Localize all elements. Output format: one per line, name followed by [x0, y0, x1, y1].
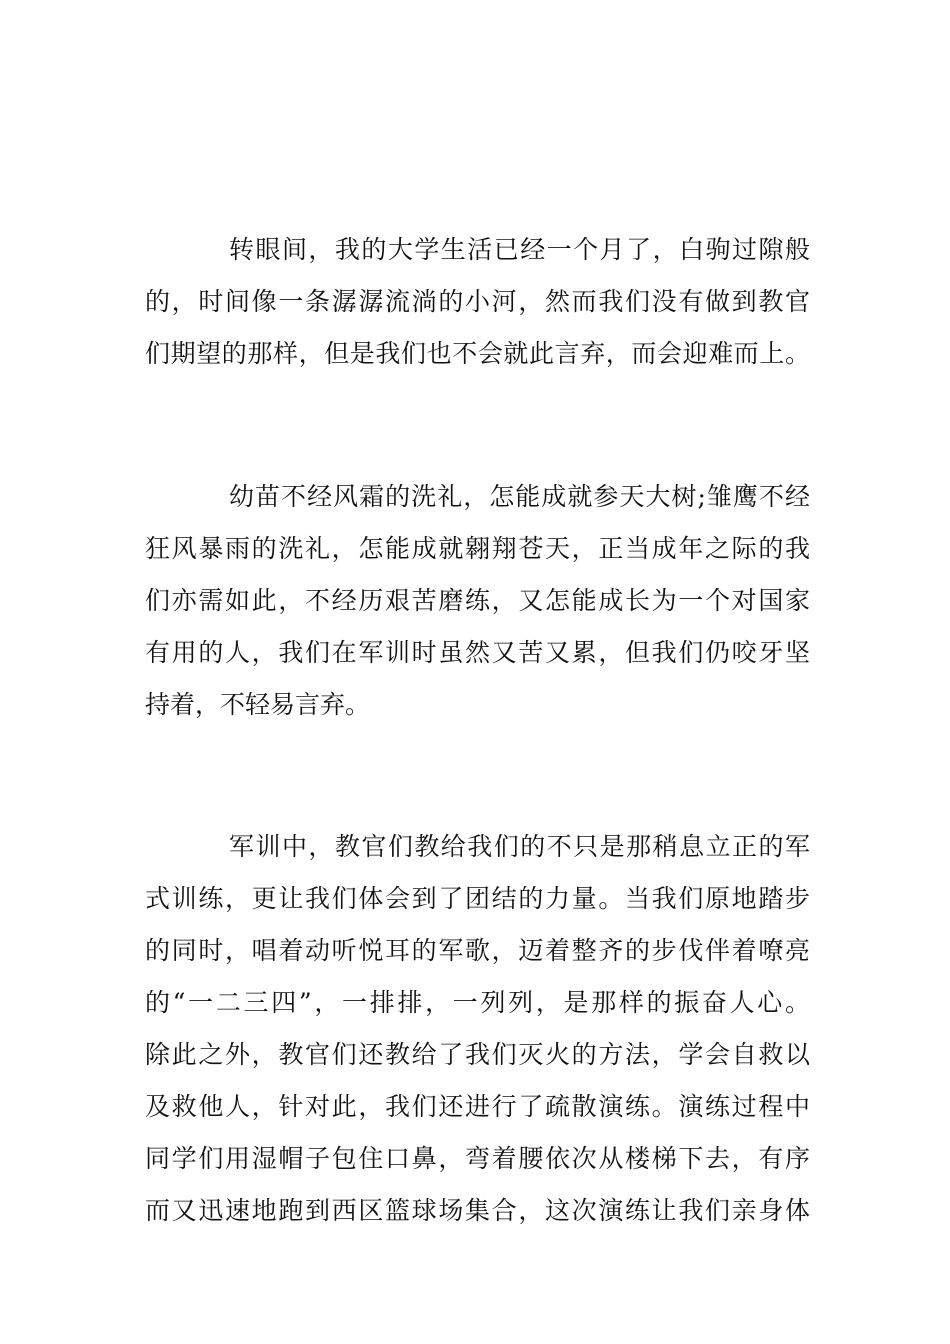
- paragraph-line: 的“一二三四”，一排排，一列列，是那样的振奋人心。: [145, 988, 810, 1017]
- paragraph-line: 们亦需如此，不经历艰苦磨练，又怎能成长为一个对国家: [145, 586, 810, 615]
- paragraph-line: 式训练，更让我们体会到了团结的力量。当我们原地踏步: [145, 884, 810, 913]
- paragraph-line: 军训中，教官们教给我们的不只是那稍息立正的军: [229, 832, 810, 861]
- paragraph-line: 的，时间像一条潺潺流淌的小河，然而我们没有做到教官: [145, 287, 810, 316]
- paragraph-line: 除此之外，教官们还教给了我们灭火的方法，学会自救以: [145, 1040, 810, 1069]
- paragraph-line: 们期望的那样，但是我们也不会就此言弃，而会迎难而上。: [145, 339, 810, 368]
- paragraph-line: 同学们用湿帽子包住口鼻，弯着腰依次从楼梯下去，有序: [145, 1144, 810, 1173]
- paragraph-2: [145, 471, 810, 731]
- paragraph-line: 而又迅速地跑到西区篮球场集合，这次演练让我们亲身体: [145, 1196, 810, 1225]
- paragraph-line: 及救他人，针对此，我们还进行了疏散演练。演练过程中: [145, 1092, 810, 1121]
- paragraph-line: 狂风暴雨的洗礼，怎能成就翱翔苍天，正当成年之际的我: [145, 534, 810, 563]
- paragraph-line: 的同时，唱着动听悦耳的军歌，迈着整齐的步伐伴着嘹亮: [145, 936, 810, 965]
- paragraph-line: 幼苗不经风霜的洗礼，怎能成就参天大树;雏鹰不经: [229, 482, 810, 511]
- paragraph-1: [145, 224, 810, 380]
- paragraph-3: [145, 821, 810, 1237]
- paragraph-line: 有用的人，我们在军训时虽然又苦又累，但我们仍咬牙坚: [145, 638, 810, 667]
- paragraph-line: 转眼间，我的大学生活已经一个月了，白驹过隙般: [229, 235, 810, 264]
- paragraph-line: 持着，不轻易言弃。: [145, 690, 371, 719]
